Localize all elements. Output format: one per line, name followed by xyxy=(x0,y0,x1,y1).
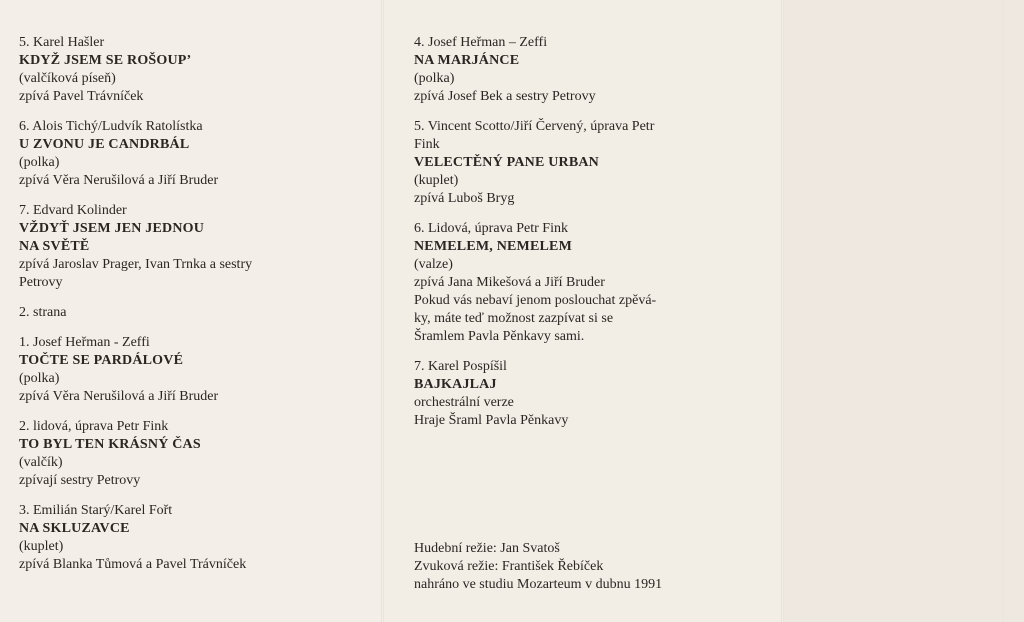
insert-panel-blank xyxy=(783,0,1024,622)
track-header: 3. Emilián Starý/Karel Fořt xyxy=(19,503,173,518)
side-label: 2. strana xyxy=(19,305,67,320)
track-genre: (polka) xyxy=(414,71,455,86)
track-header: 7. Karel Pospíšil xyxy=(414,359,507,374)
track-title: NA MARJÁNCE xyxy=(414,53,520,68)
track-list-right xyxy=(414,34,720,442)
track-header: 2. lidová, úprava Petr Fink xyxy=(19,419,169,434)
track-singer: zpívá Věra Nerušilová a Jiří Bruder xyxy=(19,173,219,188)
fold-crease xyxy=(381,0,384,622)
track-entry xyxy=(19,202,349,292)
track-title: VELECTĚNÝ PANE URBAN xyxy=(414,155,599,170)
track-header: 5. Vincent Scotto/Jiří Červený, úprava Petr xyxy=(414,119,655,134)
track-singer: zpívají sestry Petrovy xyxy=(19,473,141,488)
track-header: 1. Josef Heřman - Zeffi xyxy=(19,335,150,350)
track-genre: (kuplet) xyxy=(19,539,64,554)
fold-crease xyxy=(781,0,784,622)
track-genre: (valčík) xyxy=(19,455,63,470)
track-title: TOČTE SE PARDÁLOVÉ xyxy=(19,353,184,368)
track-entry xyxy=(19,334,349,406)
track-singer: zpívá Pavel Trávníček xyxy=(19,89,144,104)
credit-recording-note: nahráno ve studiu Mozarteum v dubnu 1991 xyxy=(414,577,663,592)
track-singer: zpívá Věra Nerušilová a Jiří Bruder xyxy=(19,389,219,404)
track-genre: (polka) xyxy=(19,371,60,386)
track-title: KDYŽ JSEM SE ROŠOUP’ xyxy=(19,53,192,68)
track-title: TO BYL TEN KRÁSNÝ ČAS xyxy=(19,437,201,452)
track-singer: Hraje Šraml Pavla Pěnkavy xyxy=(414,413,569,428)
track-title: NA SKLUZAVCE xyxy=(19,521,130,536)
track-singer: zpívá Blanka Tůmová a Pavel Trávníček xyxy=(19,557,247,572)
credit-music-direction: Hudební režie: Jan Svatoš xyxy=(414,541,560,556)
track-header-continued: Fink xyxy=(414,137,440,152)
track-singer: zpívá Luboš Bryg xyxy=(414,191,515,206)
track-entry xyxy=(414,118,720,208)
track-list-left xyxy=(19,34,349,586)
track-genre: (kuplet) xyxy=(414,173,459,188)
production-credits xyxy=(414,540,754,594)
track-entry xyxy=(19,34,349,106)
track-header: 4. Josef Heřman – Zeffi xyxy=(414,35,548,50)
track-title: BAJKAJLAJ xyxy=(414,377,497,392)
credit-sound-direction: Zvuková režie: František Řebíček xyxy=(414,559,604,574)
track-entry xyxy=(19,418,349,490)
track-entry xyxy=(19,502,349,574)
track-header: 7. Edvard Kolinder xyxy=(19,203,127,218)
track-genre: orchestrální verze xyxy=(414,395,514,410)
track-title-continued: NA SVĚTĚ xyxy=(19,239,90,254)
fold-crease xyxy=(1002,0,1004,622)
track-note: Pokud vás nebaví jenom poslouchat zpěvá- xyxy=(414,293,657,308)
track-entry xyxy=(19,118,349,190)
track-header: 6. Lidová, úprava Petr Fink xyxy=(414,221,568,236)
track-singer: zpívá Jana Mikešová a Jiří Bruder xyxy=(414,275,605,290)
track-entry xyxy=(414,220,720,346)
track-genre: (polka) xyxy=(19,155,60,170)
track-entry xyxy=(414,358,720,430)
track-genre: (valčíková píseň) xyxy=(19,71,116,86)
track-title: U ZVONU JE CANDRBÁL xyxy=(19,137,190,152)
track-singer-continued: Petrovy xyxy=(19,275,63,290)
track-header: 6. Alois Tichý/Ludvík Ratolístka xyxy=(19,119,203,134)
track-title: NEMELEM, NEMELEM xyxy=(414,239,572,254)
track-header: 5. Karel Hašler xyxy=(19,35,105,50)
track-singer: zpívá Josef Bek a sestry Petrovy xyxy=(414,89,596,104)
track-note: Šramlem Pavla Pěnkavy sami. xyxy=(414,329,585,344)
track-singer: zpívá Jaroslav Prager, Ivan Trnka a sestry xyxy=(19,257,253,272)
track-title: VŽDYŤ JSEM JEN JEDNOU xyxy=(19,221,205,236)
track-genre: (valze) xyxy=(414,257,453,272)
track-note: ky, máte teď možnost zazpívat si se xyxy=(414,311,614,326)
track-entry xyxy=(414,34,720,106)
